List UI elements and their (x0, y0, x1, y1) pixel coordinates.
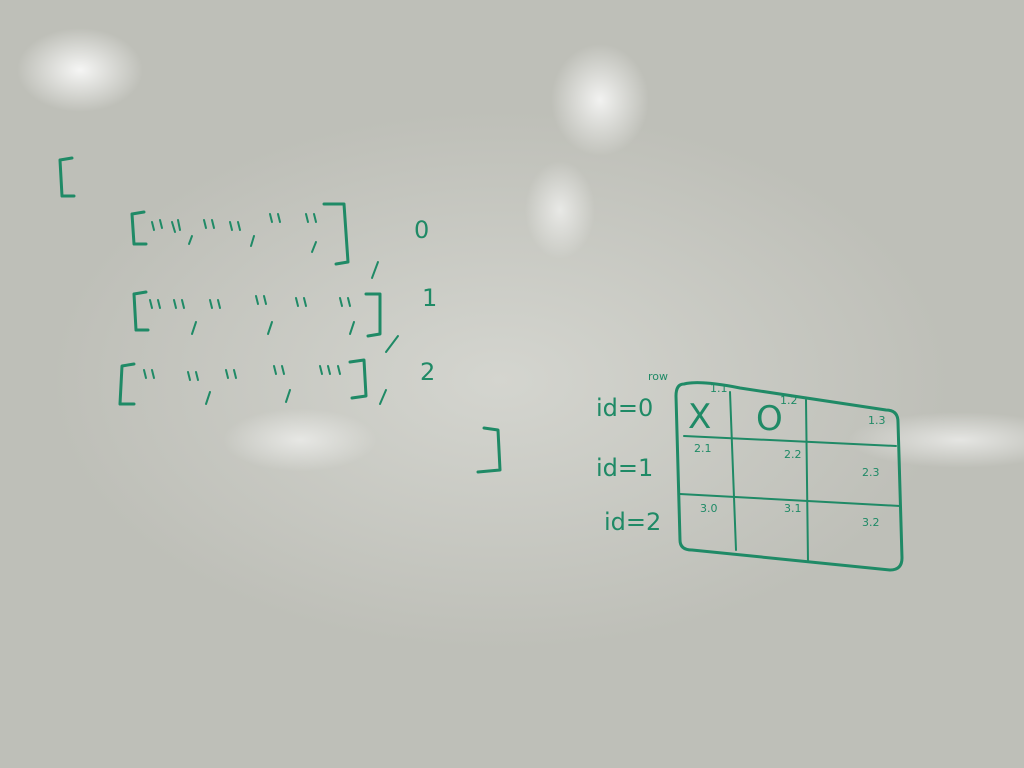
inner-array-row-2 (120, 360, 386, 404)
cell-label: 3.0 (700, 502, 718, 515)
row-label-1: id=1 (596, 454, 654, 482)
cell-label: 1.1 (710, 382, 728, 395)
cell-label: 2.2 (784, 448, 802, 461)
inner-array-row-0 (132, 204, 378, 278)
cell-label: 2.3 (862, 466, 880, 479)
cell-label: 3.1 (784, 502, 802, 515)
row-label-2: id=2 (604, 508, 662, 536)
row-note: row (648, 370, 669, 383)
row-label-0: id=0 (596, 394, 654, 422)
outer-open-bracket (60, 158, 74, 196)
cell-mark-o: O (756, 399, 783, 439)
cell-label: 1.3 (868, 414, 886, 427)
inner-array-row-1 (134, 292, 398, 352)
row-index-0: 0 (414, 216, 430, 244)
cell-label: 2.1 (694, 442, 712, 455)
cell-label: 1.2 (780, 394, 798, 407)
cell-label: 3.2 (862, 516, 880, 529)
outer-close-bracket (478, 428, 500, 472)
row-index-1: 1 (422, 284, 438, 312)
row-index-2: 2 (420, 358, 436, 386)
cell-mark-x: X (688, 397, 712, 437)
